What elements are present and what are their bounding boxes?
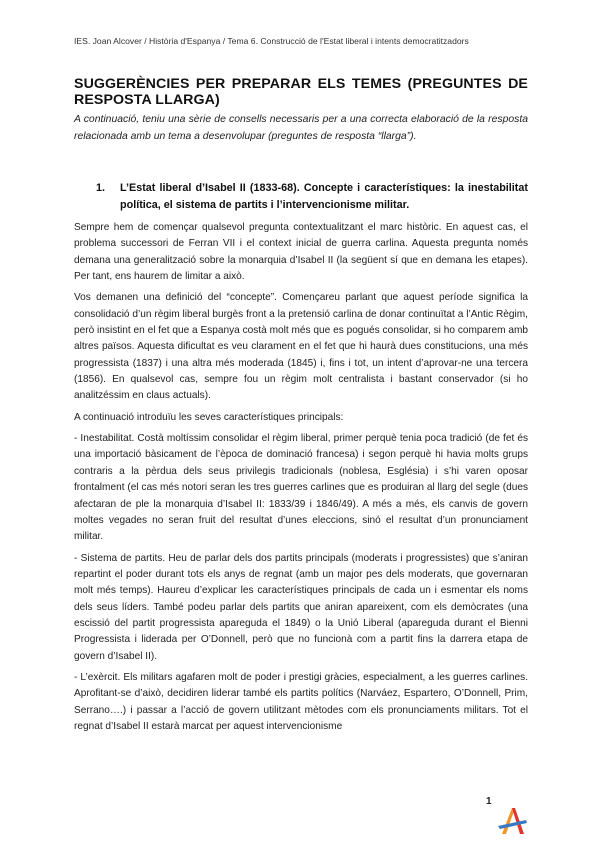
page-number: 1 [486,796,492,807]
section-number: 1. [96,182,106,194]
logo-orange-stroke [502,808,515,834]
section-heading [96,180,528,214]
page-title: SUGGERÈNCIES PER PREPARAR ELS TEMES (PREGUNTES DE RESPOSTA LLARGA) [74,76,528,108]
logo-blue-stroke [498,820,527,829]
paragraph-army: - L’exèrcit. Els militars agafaren molt de poder i prestigi gràcies, especialment, a les guerres carlines. Aprofitant-se d’això, decidiren liderar també els partits polítics (Narváez, Espartero, O’Donnell, Prim, Serrano….) i passar a l’acció de govern utilitzant mètodes com els pronunciaments militars. Tot el regnat d’Isabel II estarà marcat per aquest intervencionisme [74,671,528,732]
paragraph-party-system: - Sistema de partits. Heu de parlar dels dos partits principals (moderats i progressistes) que s’aniran repartint el poder durant tots els anys de regnat (amb un major pes dels moderats, que governaran molt més temps). Haureu d’explicar les característiques principals de cada un i esmentar els noms dels seus líders. També podeu parlar dels partits que aniran apareixent, com els demòcrates (una escissió del partit progressista apareguda el 1849) o la Unió Liberal (apareguda durant el Bienni Progressista i liderada per O’Donnell, però que no funcionà com a partit fins la darrera etapa de govern d’Isabel II). [74,552,528,662]
school-logo-icon [494,806,530,836]
body-text [74,220,528,740]
section-heading-text: L’Estat liberal d’Isabel II (1833-68). Concepte i característiques: la inestabilitat política, el sistema de partits i l’intervencionisme militar. [120,182,528,211]
paragraph-concept: Vos demanen una definició del “concepte”. Començareu parlant que aquest període significa la consolidació d’un règim liberal burgès front a la pretensió carlina de donar continuïtat a l’Antic Règim, però insistint en el fet que a Espanya costà molt més que es pogués consolidar, si ho comparem amb altres països. Aquesta dificultat es veu clarament en el fet que hi haurà dues constitucions, una més progressista (1837) i una altra més moderada (1845) i, fins i tot, un intent d’aprovar-ne una tercera (1856). En qualsevol cas, sempre fou un règim molt centralista i bastant conservador (si ho analitzéssim en claus actuals). [74,292,528,402]
paragraph-characteristics-intro: A continuació introduïu les seves característiques principals: [74,411,344,423]
page-header: IES. Joan Alcover / Història d'Espanya / Tema 6. Construcció de l'Estat liberal i intents democratitzadors [74,36,469,46]
intro-paragraph: A continuació, teniu una sèrie de consells necessaris per a una correcta elaboració de la resposta relacionada amb un tema a desenvolupar (preguntes de resposta “llarga”). [74,114,528,142]
paragraph-context: Sempre hem de començar qualsevol pregunta contextualitzant el marc històric. En aquest cas, el problema successori de Ferran VII i el context inicial de guerra carlina. Aquesta pregunta només demana una generalització sobre la monarquia d’Isabel II (la següent sí que en demana les etapes). Per tant, ens haurem de limitar a això. [74,222,528,283]
paragraph-instability: - Inestabilitat. Costà moltíssim consolidar el règim liberal, primer perquè tenia poca tradició (de fet és una importació bàsicament de l’època de dominació francesa) i segon perquè hi havia molts grups contraris a la pèrdua dels seus privilegis tradicionals (noblesa, Església) i s’hi varen oposar frontalment (el cas més notori seran les tres guerres carlines que es produiran al llarg del segle (dues afectaran de ple la monarquia d’Isabel II: 1833/39 i 1846/49). A més a més, els canvis de govern moltes vegades no seran fruit del resultat d’unes eleccions, sinó el resultat d’un pronunciament militar. [74,433,528,543]
